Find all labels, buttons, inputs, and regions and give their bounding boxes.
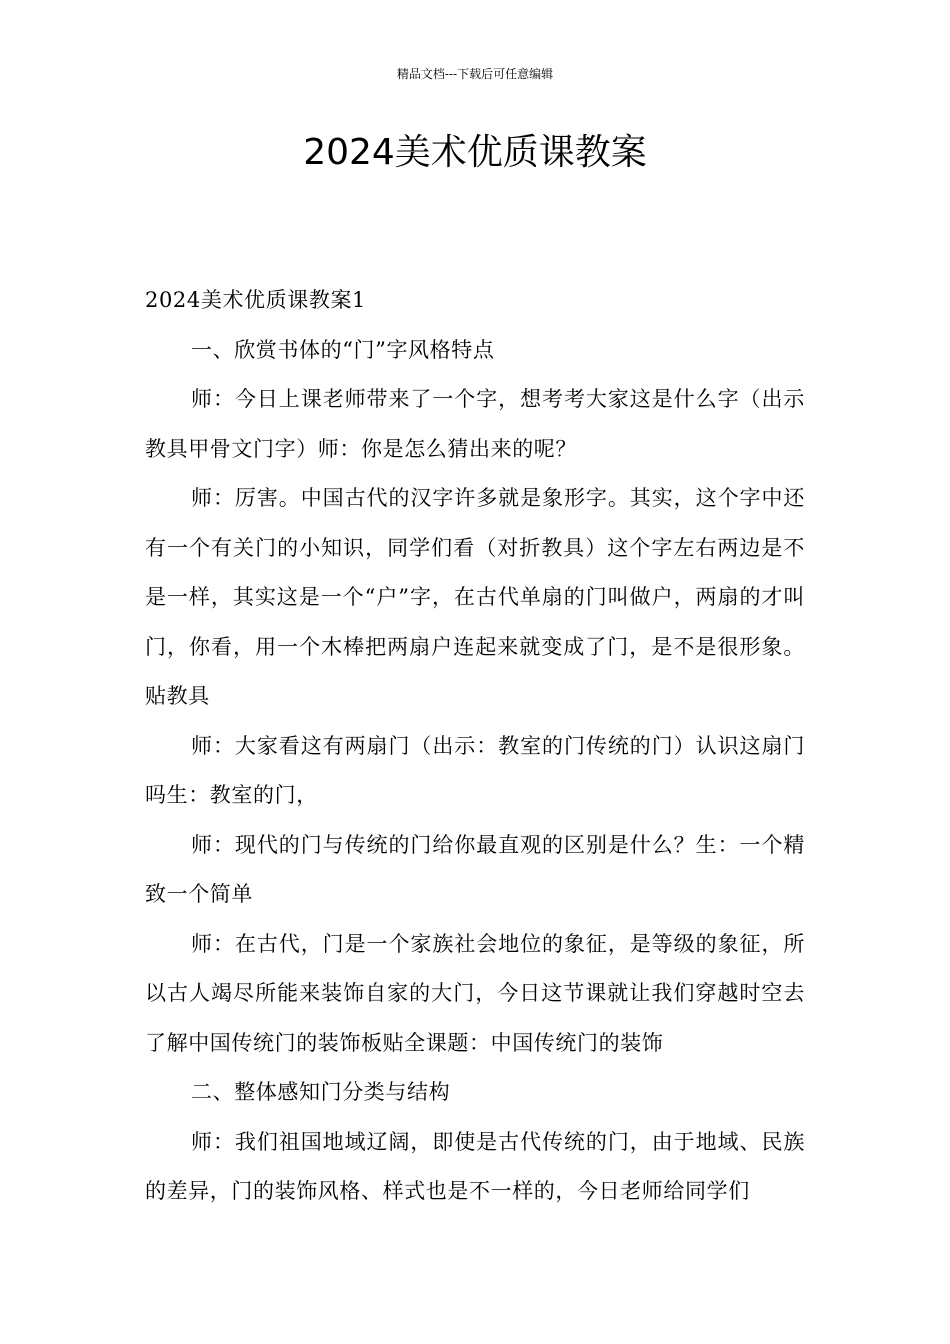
paragraph: 一、欣赏书体的“门”字风格特点	[191, 337, 495, 362]
document-body	[145, 276, 805, 1217]
paragraph: 师：今日上课老师带来了一个字，想考考大家这是什么字（出示教具甲骨文门字）师：你是怎么猜出来的呢？	[145, 387, 805, 461]
paragraph: 二、整体感知门分类与结构	[191, 1080, 451, 1104]
paragraph: 师：现代的门与传统的门给你最直观的区别是什么？生：一个精致一个简单	[145, 832, 805, 906]
paragraph: 师：大家看这有两扇门（出示：教室的门传统的门）认识这扇门吗生：教室的门，	[145, 733, 805, 807]
header-note: 精品文档---下载后可任意编辑	[396, 67, 554, 81]
paragraph: 师：在古代，门是一个家族社会地位的象征，是等级的象征，所以古人竭尽所能来装饰自家的大门，今日这节课就让我们穿越时空去了解中国传统门的装饰板贴全课题：中国传统门的装饰	[145, 931, 805, 1055]
paragraph: 2024美术优质课教案1	[145, 288, 367, 312]
paragraph: 师：我们祖国地域辽阔，即使是古代传统的门，由于地域、民族的差异，门的装饰风格、样式也是不一样的，今日老师给同学们	[145, 1129, 805, 1203]
document-title: 2024美术优质课教案	[303, 132, 647, 173]
paragraph: 师：厉害。中国古代的汉字许多就是象形字。其实，这个字中还有一个有关门的小知识，同学们看（对折教具）这个字左右两边是不是一样，其实这是一个“户”字，在古代单扇的门叫做户，两扇的才叫门，你看，用一个木棒把两扇户连起来就变成了门，是不是很形象。贴教具	[145, 486, 805, 708]
